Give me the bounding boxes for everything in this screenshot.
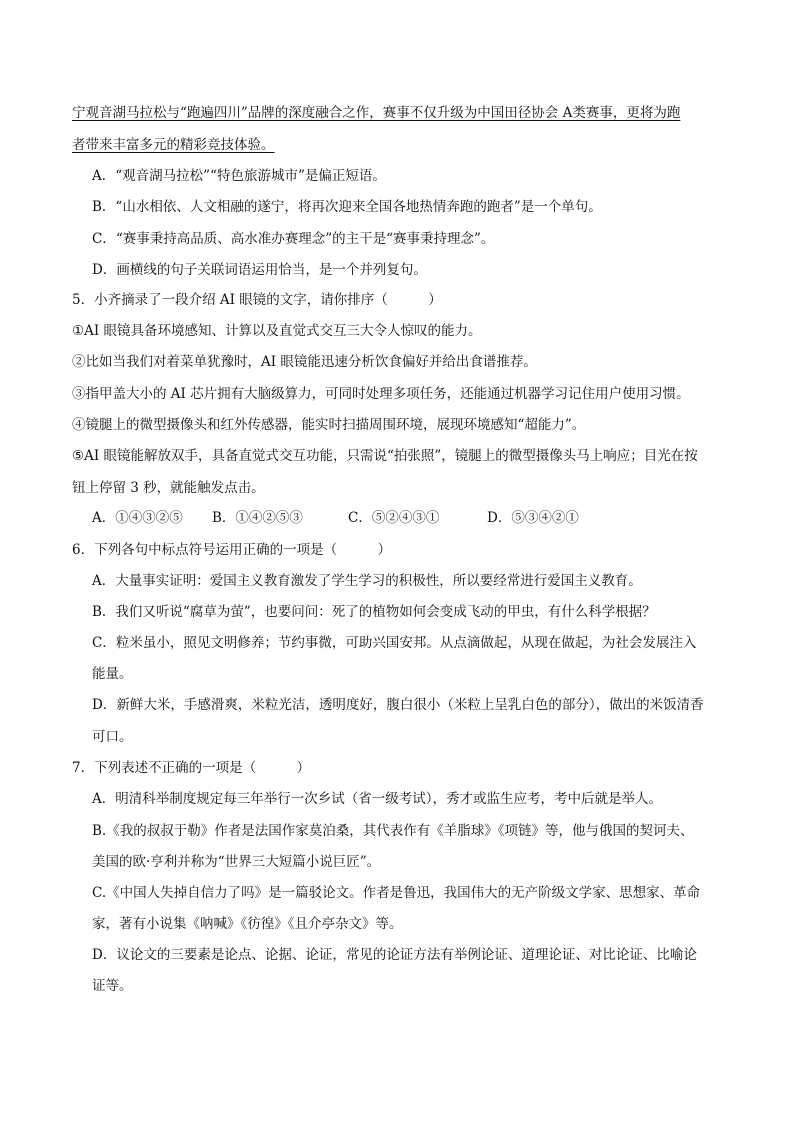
q4-option-d: D．画横线的句子关联词语运用恰当，是一个并列复句。 (92, 262, 427, 278)
q5-option-d: D．⑤③④②① (487, 510, 579, 526)
q7-option-d: D．议论文的三要素是论点、论据、论证，常见的论证方法有举例论证、道理论证、对比论证、比喻论 (92, 947, 697, 963)
q5-item-1: ①AI 眼镜具备环境感知、计算以及直觉式交互三大令人惊叹的能力。 (72, 323, 482, 339)
q5-item-5-cont: 钮上停留 3 秒，就能触发点击。 (72, 480, 265, 496)
q7-option-b-cont: 美国的欧·亨利并称为“世界三大短篇小说巨匠”。 (92, 854, 381, 870)
q5-item-5: ⑤AI 眼镜能解放双手，具备直觉式交互功能，只需说“拍张照”，镜腿上的微型摄像头马上响应；目光在按 (72, 448, 698, 464)
q5-item-3: ③指甲盖大小的 AI 芯片拥有大脑级算力，可同时处理多项任务，还能通过机器学习记住用户使用习惯。 (72, 386, 690, 402)
passage-line-1: 宁观音湖马拉松与“跑遍四川”品牌的深度融合之作，赛事不仅升级为中国田径协会 A类赛事，更将为跑 (72, 105, 681, 121)
q5-option-b: B．①④②⑤③ (212, 510, 303, 526)
passage-line-2: 者带来丰富多元的精彩竞技体验。 (72, 137, 275, 153)
q7-stem: 7．下列表述不正确的一项是（ ） (72, 760, 311, 776)
q6-stem: 6．下列各句中标点符号运用正确的一项是（ ） (72, 542, 392, 558)
q5-item-2: ②比如当我们对着菜单犹豫时，AI 眼镜能迅速分析饮食偏好并给出食谱推荐。 (72, 354, 537, 370)
q4-option-a: A．“观音湖马拉松”“特色旅游城市”是偏正短语。 (92, 168, 386, 184)
q5-option-a: A．①④③②⑤ (92, 510, 183, 526)
q6-option-d: D．新鲜大米，手感滑爽，米粒光洁，透明度好，腹白很小（米粒上呈乳白色的部分），做出的米饭清香 (92, 697, 704, 713)
q5-option-c: C．⑤②④③① (348, 510, 440, 526)
q7-option-a: A．明清科举制度规定每三年举行一次乡试（省一级考试），秀才或监生应考，考中后就是举人。 (92, 791, 662, 807)
q5-stem: 5．小齐摘录了一段介绍 AI 眼镜的文字，请你排序（ ） (72, 292, 442, 308)
q6-option-b: B．我们又听说“腐草为萤”，也要问问：死了的植物如何会变成飞动的甲虫，有什么科学根据？ (92, 604, 656, 620)
q5-item-4: ④镜腿上的微型摄像头和红外传感器，能实时扫描周围环境，展现环境感知“超能力”。 (72, 417, 586, 433)
q6-option-c: C．粒米虽小，照见文明修养；节约事微，可助兴国安邦。从点滴做起，从现在做起，为社会发展注入 (92, 635, 697, 651)
q7-option-b: B.《我的叔叔于勒》作者是法国作家莫泊桑，其代表作有《羊脂球》《项链》等，他与俄国的契诃夫、 (92, 823, 694, 839)
q4-option-c: C．“赛事秉持高品质、高水准办赛理念”的主干是“赛事秉持理念”。 (92, 231, 495, 247)
q4-option-b: B．“山水相依、人文相融的遂宁，将再次迎来全国各地热情奔跑的跑者”是一个单句。 (92, 199, 602, 215)
q6-option-a: A．大量事实证明：爱国主义教育激发了学生学习的积极性，所以要经常进行爱国主义教育。 (92, 573, 642, 589)
q7-option-c-cont: 家，著有小说集《呐喊》《彷徨》《且介亭杂文》等。 (92, 916, 403, 932)
q6-option-d-cont: 可口。 (92, 729, 133, 745)
q7-option-c: C.《中国人失掉自信力了吗》是一篇驳论文。作者是鲁迅，我国伟大的无产阶级文学家、思想家、革命 (92, 885, 701, 901)
q6-option-c-cont: 能量。 (92, 666, 133, 682)
q7-option-d-cont: 证等。 (92, 978, 133, 994)
